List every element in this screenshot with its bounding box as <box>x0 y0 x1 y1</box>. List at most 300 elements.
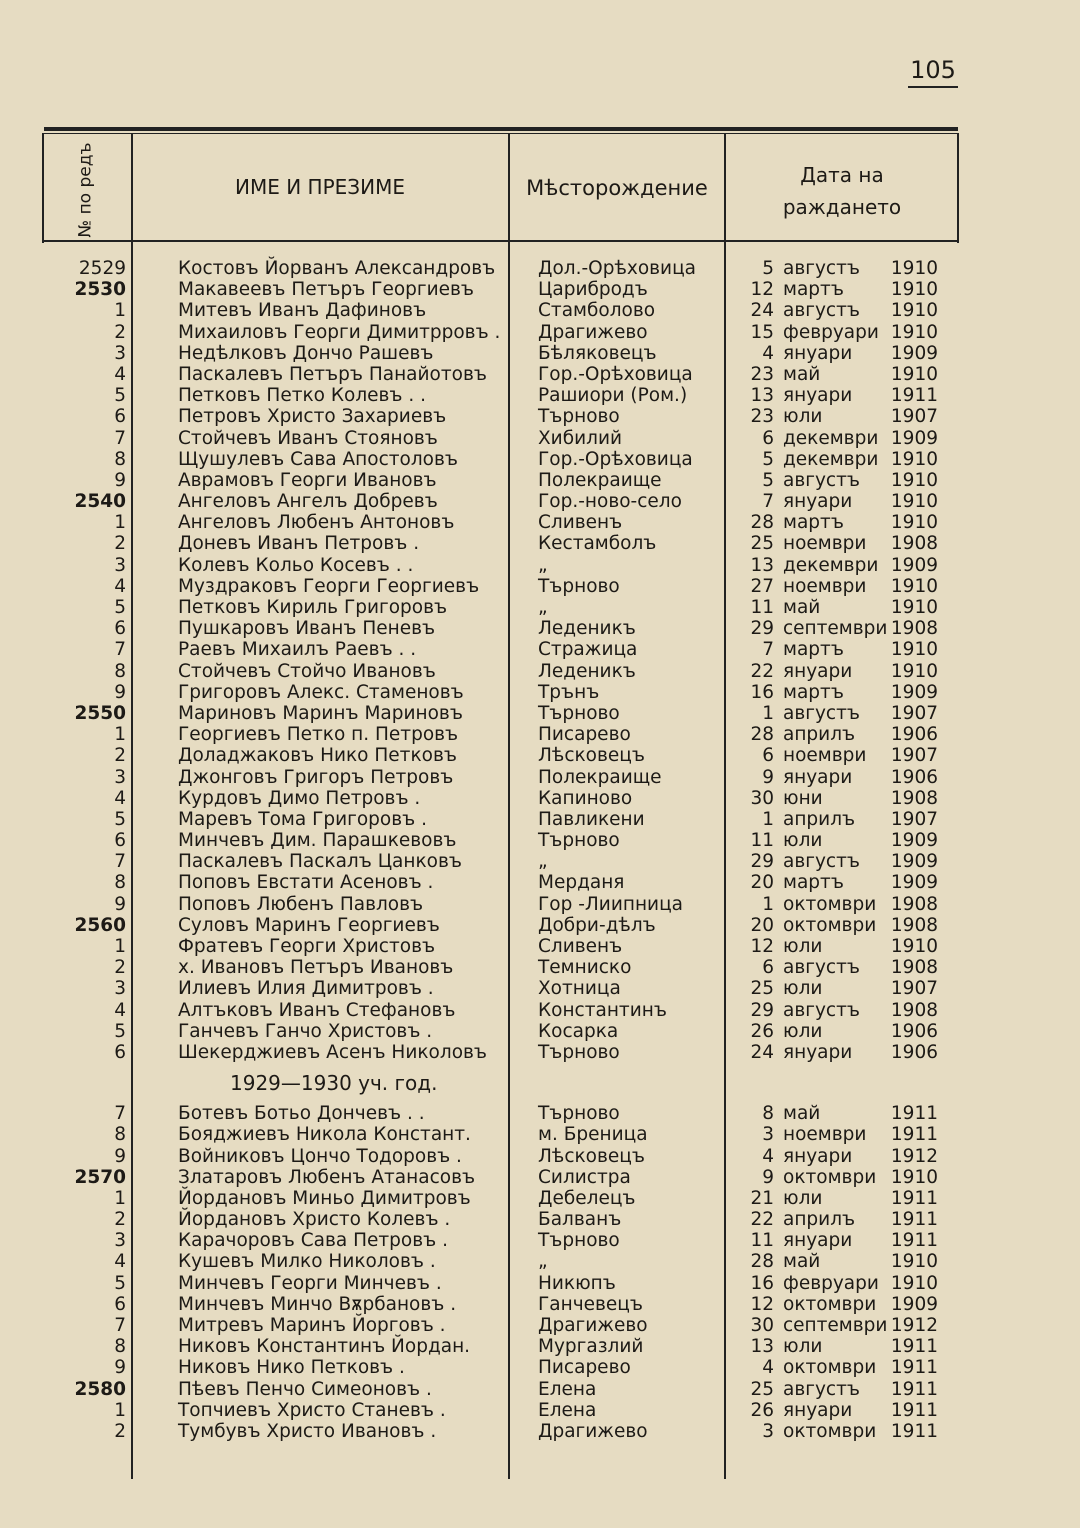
table-row <box>0 872 1080 893</box>
row-birthplace: „ <box>538 597 548 618</box>
row-birthplace: Царибродъ <box>538 279 648 301</box>
row-birth-year: 1911 <box>890 1336 938 1358</box>
table-row <box>0 809 1080 830</box>
row-birth-month: ноември <box>783 1124 867 1146</box>
row-name: Мариновъ Маринъ Мариновъ <box>178 702 463 724</box>
row-birthplace: Търново <box>538 575 620 597</box>
table-row <box>0 1336 1080 1357</box>
row-birth-day: 4 <box>762 1357 774 1379</box>
row-birth-month: юли <box>783 1187 823 1209</box>
row-name: Стойчевъ Стойчо Ивановъ <box>178 660 436 682</box>
row-number: 6 <box>114 1041 126 1063</box>
row-birth-year: 1909 <box>890 872 938 894</box>
row-birth-month: августъ <box>783 851 860 873</box>
table-row <box>0 1124 1080 1145</box>
row-name: Ангеловъ Ангелъ Добревъ <box>178 491 438 513</box>
row-number: 9 <box>114 1357 126 1379</box>
row-birth-year: 1910 <box>890 660 938 682</box>
row-birth-year: 1909 <box>890 554 938 576</box>
row-birth-month: августъ <box>783 258 860 279</box>
row-birth-month: януари <box>783 1041 853 1063</box>
top-rule <box>44 127 958 131</box>
row-number: 7 <box>114 1315 126 1336</box>
row-birth-year: 1908 <box>890 914 938 936</box>
row-birth-year: 1909 <box>890 427 938 449</box>
row-birth-year: 1910 <box>890 512 938 534</box>
row-birthplace: Павликени <box>538 808 645 830</box>
row-birthplace: Темниско <box>538 957 632 979</box>
row-name: Карачоровъ Сава Петровъ . <box>178 1230 448 1252</box>
row-birthplace: Търново <box>538 830 620 852</box>
row-birthplace: Гор -Лиипница <box>538 893 684 915</box>
row-name: Илиевъ Илия Димитровъ . <box>178 978 434 1000</box>
row-birth-day: 13 <box>750 554 774 576</box>
top-rule-thin <box>44 133 958 134</box>
row-birth-day: 6 <box>762 957 774 979</box>
row-name: Минчевъ Минчо Вѫрбановъ . <box>178 1293 457 1315</box>
row-name: Петровъ Христо Захариевъ <box>178 406 447 428</box>
row-birth-day: 23 <box>750 406 774 428</box>
row-birth-day: 1 <box>762 702 774 724</box>
row-birth-day: 23 <box>750 363 774 385</box>
row-birth-day: 13 <box>750 1336 774 1358</box>
row-birth-day: 26 <box>750 1020 774 1042</box>
row-birthplace: Лѣсковецъ <box>538 1145 645 1167</box>
table-row <box>0 533 1080 554</box>
row-birth-year: 1908 <box>890 787 938 809</box>
row-birthplace: Хотница <box>538 978 621 1000</box>
row-birth-day: 24 <box>750 1041 774 1063</box>
row-name: Фратевъ Георги Христовъ <box>178 936 436 957</box>
table-row <box>0 555 1080 576</box>
row-birth-year: 1909 <box>890 830 938 852</box>
row-name: Поповъ Евстати Асеновъ . <box>178 872 434 894</box>
page-number: 105 <box>908 56 958 88</box>
row-birth-month: февруари <box>783 1272 879 1294</box>
row-birth-day: 6 <box>762 427 774 449</box>
row-number: 2 <box>114 1420 126 1442</box>
row-birthplace: Трънъ <box>538 681 600 703</box>
table-row <box>0 936 1080 957</box>
row-number: 8 <box>114 660 126 682</box>
row-birth-month: септември <box>783 1315 888 1336</box>
row-name: Пушкаровъ Иванъ Пеневъ <box>178 618 436 640</box>
table-row <box>0 703 1080 724</box>
row-name: Алтъковъ Иванъ Стефановъ <box>178 999 456 1021</box>
row-birth-day: 27 <box>750 575 774 597</box>
row-birth-month: августъ <box>783 469 860 491</box>
row-number: 3 <box>114 766 126 788</box>
row-birth-month: октомври <box>783 1293 877 1315</box>
row-name: Доладжаковъ Нико Петковъ <box>178 745 457 767</box>
row-birth-month: декември <box>783 427 879 449</box>
row-birthplace: Бѣляковецъ <box>538 342 657 364</box>
row-birthplace: Търново <box>538 1230 620 1252</box>
row-birthplace: Полекраище <box>538 469 662 491</box>
row-name: Минчевъ Дим. Парашкевовъ <box>178 830 457 852</box>
table-row <box>0 300 1080 321</box>
row-birth-month: априлъ <box>783 724 856 746</box>
row-birth-day: 12 <box>750 936 774 957</box>
table-row <box>0 957 1080 978</box>
row-birth-day: 28 <box>750 512 774 534</box>
table-row <box>0 428 1080 449</box>
row-birth-month: ноември <box>783 533 867 555</box>
row-number: 9 <box>114 681 126 703</box>
table-row <box>0 788 1080 809</box>
row-number: 1 <box>114 300 126 322</box>
row-birth-month: ноември <box>783 575 867 597</box>
row-number: 1 <box>114 724 126 746</box>
row-birth-month: януари <box>783 766 853 788</box>
row-birth-year: 1910 <box>890 321 938 343</box>
row-name: Кушевъ Милко Николовъ . <box>178 1251 436 1273</box>
row-number: 7 <box>114 1103 126 1125</box>
table-row <box>0 851 1080 872</box>
row-birth-day: 25 <box>750 978 774 1000</box>
table-row <box>0 1209 1080 1230</box>
table-row <box>0 745 1080 766</box>
row-birth-month: януари <box>783 1230 853 1252</box>
row-birth-month: юли <box>783 406 823 428</box>
row-birth-day: 29 <box>750 999 774 1021</box>
row-name: Стойчевъ Иванъ Стояновъ <box>178 427 438 449</box>
row-name: Топчиевъ Христо Станевъ . <box>178 1399 446 1421</box>
row-birth-month: май <box>783 1251 821 1273</box>
table-row <box>0 1315 1080 1336</box>
row-birth-day: 25 <box>750 533 774 555</box>
row-name: Тумбувъ Христо Ивановъ . <box>178 1420 437 1442</box>
table-row <box>0 1103 1080 1124</box>
row-name: Никовъ Константинъ Йордан. <box>178 1336 471 1358</box>
row-birth-day: 11 <box>750 1230 774 1252</box>
row-name: Шекерджиевъ Асенъ Николовъ <box>178 1041 487 1063</box>
row-name: Джонговъ Григоръ Петровъ <box>178 766 454 788</box>
row-birth-day: 4 <box>762 1145 774 1167</box>
table-row <box>0 1421 1080 1442</box>
row-birth-year: 1906 <box>890 1020 938 1042</box>
row-name: Йордановъ Миньо Димитровъ <box>178 1187 471 1209</box>
row-birth-month: августъ <box>783 957 860 979</box>
row-birth-year: 1908 <box>890 957 938 979</box>
row-birthplace: Драгижево <box>538 1420 648 1442</box>
row-birthplace: м. Бреница <box>538 1124 648 1146</box>
row-birthplace: Търново <box>538 1041 620 1063</box>
row-birthplace: Писарево <box>538 724 631 746</box>
row-birth-month: априлъ <box>783 1209 856 1231</box>
row-name: Поповъ Любенъ Павловъ <box>178 893 424 915</box>
row-number: 2 <box>114 957 126 979</box>
row-birth-day: 9 <box>762 1166 774 1188</box>
row-birth-month: декември <box>783 448 879 470</box>
table-row <box>0 1188 1080 1209</box>
row-birthplace: Рашиори (Ром.) <box>538 385 688 407</box>
row-number: 3 <box>114 554 126 576</box>
row-number: 8 <box>114 1336 126 1358</box>
row-birth-day: 4 <box>762 342 774 364</box>
row-birth-day: 12 <box>750 279 774 301</box>
row-number: 7 <box>114 427 126 449</box>
row-name: Ботевъ Ботьо Дончевъ . . <box>178 1103 425 1125</box>
row-name: Петковъ Петко Колевъ . . <box>178 385 427 407</box>
row-birth-month: януари <box>783 385 853 407</box>
row-name: х. Ивановъ Петъръ Ивановъ <box>178 957 454 979</box>
row-number: 2540 <box>74 491 126 513</box>
row-birth-month: августъ <box>783 300 860 322</box>
row-birth-month: май <box>783 1103 821 1125</box>
table-row <box>0 1042 1080 1063</box>
row-birthplace: Гор.-ново-село <box>538 491 682 513</box>
row-birth-month: октомври <box>783 1357 877 1379</box>
table-row <box>0 1273 1080 1294</box>
row-birthplace: Драгижево <box>538 321 648 343</box>
row-birth-year: 1911 <box>890 1420 938 1442</box>
row-number: 2 <box>114 321 126 343</box>
row-birthplace: Елена <box>538 1399 597 1421</box>
row-birth-day: 1 <box>762 893 774 915</box>
section-title: 1929—1930 уч. год. <box>230 1071 438 1096</box>
table-row <box>0 1230 1080 1251</box>
row-number: 2560 <box>74 914 126 936</box>
row-birth-day: 15 <box>750 321 774 343</box>
row-birthplace: „ <box>538 851 548 873</box>
row-birth-day: 22 <box>750 660 774 682</box>
row-birthplace: Мургазлий <box>538 1336 644 1358</box>
row-name: Муздраковъ Георги Георгиевъ <box>178 575 480 597</box>
rows-group-2 <box>0 1103 1080 1442</box>
row-birth-month: януари <box>783 660 853 682</box>
table-border-right <box>957 133 959 243</box>
row-birthplace: Кестамболъ <box>538 533 657 555</box>
row-birth-year: 1910 <box>890 597 938 618</box>
row-birth-day: 24 <box>750 300 774 322</box>
table-row <box>0 512 1080 533</box>
row-birth-year: 1910 <box>890 491 938 513</box>
row-name: Ангеловъ Любенъ Антоновъ <box>178 512 455 534</box>
row-birth-day: 29 <box>750 618 774 640</box>
row-birth-year: 1910 <box>890 448 938 470</box>
row-birth-year: 1910 <box>890 1272 938 1294</box>
row-birth-year: 1910 <box>890 300 938 322</box>
row-birth-year: 1908 <box>890 533 938 555</box>
row-birth-year: 1910 <box>890 258 938 279</box>
row-birth-month: августъ <box>783 1378 860 1400</box>
row-name: Петковъ Кириль Григоровъ <box>178 597 448 618</box>
table-row <box>0 1251 1080 1272</box>
row-number: 1 <box>114 936 126 957</box>
row-birth-day: 28 <box>750 724 774 746</box>
row-birthplace: Никюпъ <box>538 1272 616 1294</box>
row-name: Михаиловъ Георги Димитрровъ . <box>178 321 501 343</box>
row-number: 4 <box>114 363 126 385</box>
row-birth-year: 1911 <box>890 1378 938 1400</box>
row-birth-year: 1909 <box>890 851 938 873</box>
row-birthplace: „ <box>538 1251 548 1273</box>
header-rule <box>44 240 958 242</box>
row-birth-day: 7 <box>762 639 774 661</box>
row-birthplace: Търново <box>538 406 620 428</box>
row-birthplace: Стамболово <box>538 300 656 322</box>
row-number: 8 <box>114 872 126 894</box>
row-number: 4 <box>114 575 126 597</box>
header-col-name: ИМЕ И ПРЕЗИМЕ <box>235 175 405 199</box>
row-birth-year: 1911 <box>890 1103 938 1125</box>
row-name: Колевъ Кольо Косевъ . . <box>178 554 414 576</box>
row-birthplace: Лѣсковецъ <box>538 745 645 767</box>
row-number: 4 <box>114 999 126 1021</box>
row-birth-year: 1906 <box>890 766 938 788</box>
row-birth-day: 21 <box>750 1187 774 1209</box>
row-birthplace: Хибилий <box>538 427 622 449</box>
row-birth-day: 11 <box>750 597 774 618</box>
row-birth-day: 8 <box>762 1103 774 1125</box>
table-body <box>0 258 1080 1442</box>
row-birth-year: 1910 <box>890 639 938 661</box>
row-birth-year: 1907 <box>890 808 938 830</box>
table-row <box>0 1000 1080 1021</box>
row-birth-year: 1910 <box>890 1251 938 1273</box>
row-birthplace: Добри-дѣлъ <box>538 914 656 936</box>
row-birth-day: 28 <box>750 1251 774 1273</box>
header-col-date: Дата на раждането <box>782 163 902 219</box>
row-number: 2580 <box>74 1378 126 1400</box>
table-row <box>0 724 1080 745</box>
row-name: Маревъ Тома Григоровъ . <box>178 808 427 830</box>
row-name: Паскалевъ Паскалъ Цанковъ <box>178 851 462 873</box>
row-birth-year: 1907 <box>890 978 938 1000</box>
row-birth-month: юли <box>783 978 823 1000</box>
row-birth-month: май <box>783 597 821 618</box>
row-number: 9 <box>114 469 126 491</box>
table-row <box>0 470 1080 491</box>
row-birth-year: 1910 <box>890 469 938 491</box>
row-birth-month: августъ <box>783 999 860 1021</box>
row-birthplace: Гор.-Орѣховица <box>538 448 693 470</box>
row-number: 5 <box>114 385 126 407</box>
row-birth-month: февруари <box>783 321 879 343</box>
row-number: 5 <box>114 808 126 830</box>
rows-group-1 <box>0 258 1080 1063</box>
row-birthplace: Косарка <box>538 1020 619 1042</box>
row-number: 6 <box>114 1293 126 1315</box>
row-birth-year: 1906 <box>890 724 938 746</box>
row-birthplace: Драгижево <box>538 1315 648 1336</box>
row-birth-month: декември <box>783 554 879 576</box>
row-number: 9 <box>114 1145 126 1167</box>
table-row <box>0 449 1080 470</box>
row-number: 5 <box>114 1020 126 1042</box>
table-row <box>0 1400 1080 1421</box>
row-birth-month: октомври <box>783 1420 877 1442</box>
table-row <box>0 385 1080 406</box>
header-col-no: № по редъ <box>76 142 96 238</box>
row-number: 2 <box>114 1209 126 1231</box>
row-name: Доневъ Иванъ Петровъ . <box>178 533 420 555</box>
row-birthplace: Мерданя <box>538 872 625 894</box>
row-birth-month: януари <box>783 1145 853 1167</box>
row-birth-day: 12 <box>750 1293 774 1315</box>
row-number: 1 <box>114 1399 126 1421</box>
row-name: Митевъ Иванъ Дафиновъ <box>178 300 427 322</box>
table-row <box>0 1167 1080 1188</box>
header-col-place: Мѣсторождение <box>526 176 708 200</box>
row-birth-year: 1909 <box>890 681 938 703</box>
row-birth-month: ноември <box>783 745 867 767</box>
row-birth-year: 1911 <box>890 1187 938 1209</box>
row-birth-year: 1906 <box>890 1041 938 1063</box>
row-name: Раевъ Михаилъ Раевъ . . <box>178 639 417 661</box>
row-birthplace: Сливенъ <box>538 936 623 957</box>
row-birth-year: 1911 <box>890 1357 938 1379</box>
table-row <box>0 661 1080 682</box>
row-name: Пѣевъ Пенчо Симеоновъ . <box>178 1378 432 1400</box>
row-birth-month: октомври <box>783 914 877 936</box>
row-number: 8 <box>114 1124 126 1146</box>
row-birth-month: мартъ <box>783 279 844 301</box>
row-number: 9 <box>114 893 126 915</box>
row-birthplace: Константинъ <box>538 999 667 1021</box>
row-birth-day: 11 <box>750 830 774 852</box>
row-birth-year: 1910 <box>890 1166 938 1188</box>
row-name: Георгиевъ Петко п. Петровъ <box>178 724 459 746</box>
row-birth-month: юли <box>783 1020 823 1042</box>
row-birth-year: 1907 <box>890 745 938 767</box>
row-birthplace: Ганчевецъ <box>538 1293 643 1315</box>
table-row <box>0 1357 1080 1378</box>
row-name: Аврамовъ Георги Ивановъ <box>178 469 437 491</box>
row-birthplace: Капиново <box>538 787 633 809</box>
table-row <box>0 1021 1080 1042</box>
table-row <box>0 258 1080 279</box>
table-row <box>0 830 1080 851</box>
row-birthplace: Дебелецъ <box>538 1187 636 1209</box>
row-number: 7 <box>114 851 126 873</box>
row-birth-year: 1909 <box>890 1293 938 1315</box>
row-birth-day: 16 <box>750 681 774 703</box>
row-birthplace: Писарево <box>538 1357 631 1379</box>
row-name: Митревъ Маринъ Йорговъ . <box>178 1315 446 1336</box>
table-row <box>0 618 1080 639</box>
table-row <box>0 978 1080 999</box>
row-birth-year: 1912 <box>890 1315 938 1336</box>
row-birth-day: 29 <box>750 851 774 873</box>
row-birth-month: мартъ <box>783 681 844 703</box>
row-name: Войниковъ Цончо Тодоровъ . <box>178 1145 462 1167</box>
row-birth-year: 1908 <box>890 999 938 1021</box>
row-birth-month: октомври <box>783 893 877 915</box>
row-name: Минчевъ Георги Минчевъ . <box>178 1272 442 1294</box>
row-name: Григоровъ Алекс. Стаменовъ <box>178 681 464 703</box>
row-birth-day: 3 <box>762 1420 774 1442</box>
row-birth-day: 22 <box>750 1209 774 1231</box>
table-row <box>0 767 1080 788</box>
row-birth-month: януари <box>783 491 853 513</box>
row-birth-year: 1911 <box>890 1399 938 1421</box>
table-row <box>0 343 1080 364</box>
table-row <box>0 915 1080 936</box>
row-number: 3 <box>114 978 126 1000</box>
row-name: Щушулевъ Сава Апостоловъ <box>178 448 458 470</box>
table-row <box>0 406 1080 427</box>
row-birth-day: 30 <box>750 787 774 809</box>
row-birthplace: Търново <box>538 1103 620 1125</box>
row-birth-day: 20 <box>750 872 774 894</box>
row-birth-day: 9 <box>762 766 774 788</box>
table-row <box>0 894 1080 915</box>
row-number: 2 <box>114 533 126 555</box>
row-name: Курдовъ Димо Петровъ . <box>178 787 421 809</box>
row-birth-day: 13 <box>750 385 774 407</box>
